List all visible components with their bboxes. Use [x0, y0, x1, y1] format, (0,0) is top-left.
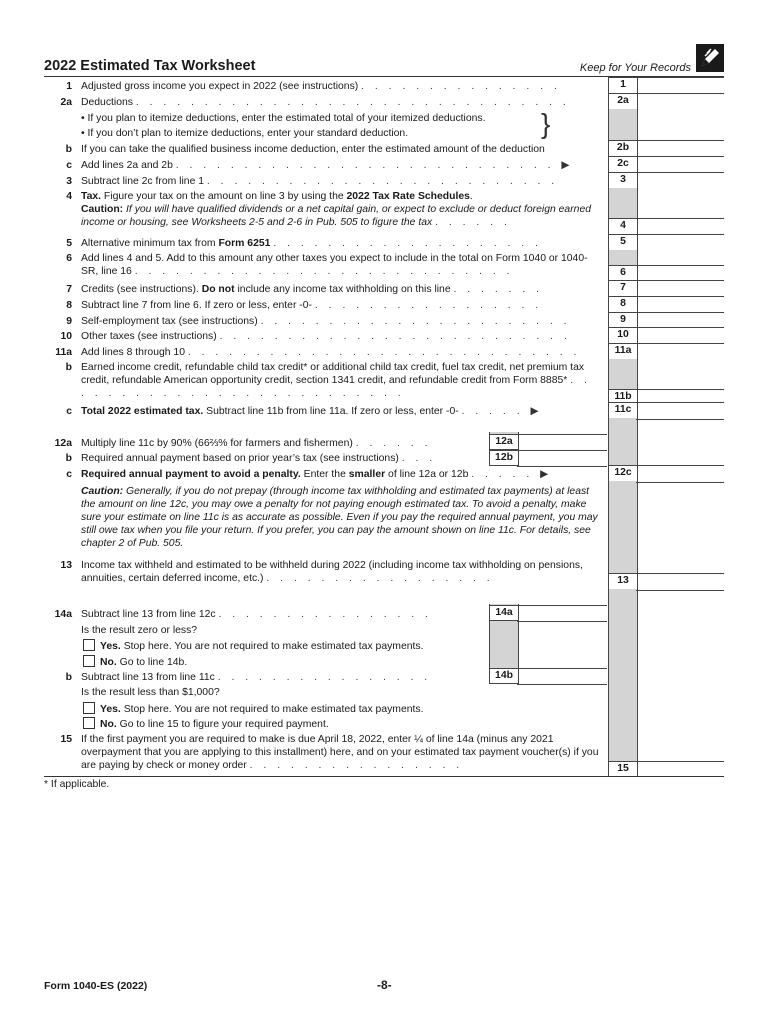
bullet-text: • If you plan to itemize deductions, enter the estimated total of your itemized deductions. — [81, 113, 486, 124]
line-text: Add lines 8 through 10 — [81, 347, 185, 358]
line-number: 9 — [66, 316, 72, 327]
box-label: 15 — [608, 761, 638, 777]
amount-field-7[interactable] — [636, 280, 724, 297]
box-label: 12b — [489, 450, 519, 466]
option-text: Stop here. You are not required to make estimated tax payments. — [120, 704, 424, 715]
line-number: 1 — [66, 81, 72, 92]
box-label: 12a — [489, 434, 519, 450]
line-text: Income tax withheld and estimated to be withheld during 2022 (including income tax withholding on pensions, annuities, certain deferred income, etc.) — [81, 560, 583, 584]
line-text: Enter the — [300, 469, 349, 480]
worksheet-header — [44, 58, 724, 76]
amount-field-10[interactable] — [636, 327, 724, 344]
box-label: 14b — [489, 668, 519, 684]
line-number: 8 — [66, 300, 72, 311]
box-label: 2b — [608, 140, 638, 156]
amount-field-11a[interactable] — [636, 343, 724, 360]
option-label: No. — [100, 719, 117, 730]
line-number: c — [66, 469, 72, 480]
box-label: 12c — [608, 465, 638, 481]
caution-label: Caution: — [81, 204, 124, 215]
line-number: b — [65, 453, 72, 464]
line-text-bold: 2022 Tax Rate Schedules — [346, 191, 470, 202]
option-label: Yes. — [100, 641, 121, 652]
line-text: Earned income credit, refundable child tax credit* or additional child tax credit, fuel tax credit, net premium tax credit, refundable American opportunity credit, section 1341 credit, and refundable credit from Form 8885* — [81, 362, 585, 386]
box-label: 8 — [608, 296, 638, 312]
line-number: 6 — [66, 253, 72, 264]
pencil-icon — [696, 44, 724, 72]
line-text: If you can take the qualified business income deduction, enter the estimated amount of the deduction — [81, 144, 545, 155]
line-number: b — [65, 144, 72, 155]
line-number: 15 — [60, 734, 72, 745]
line-number: 13 — [60, 560, 72, 571]
box-label: 2c — [608, 156, 638, 172]
caution-label: Caution: — [81, 486, 124, 497]
box-label: 6 — [608, 265, 638, 281]
line-number: 11a — [55, 347, 72, 358]
line-text: of line 12a or 12b — [385, 469, 469, 480]
caution-text: Generally, if you do not prepay (through income tax withholding and estimated tax payments) at least the amount on line 12c, you may owe a penalty for not paying enough estimated tax. To avoid a penalty, make sure your estimate on line 11c is as accurate as possible. Even if you pay the required annual payment, you may still owe tax when you file your return. If you prefer, you can pay the amount shown on line 11c. For details, see chapter 2 of Pub. 505. — [81, 486, 598, 549]
amount-field-5[interactable] — [636, 234, 724, 251]
line-text: Add lines 2a and 2b — [81, 160, 173, 171]
line-text: . — [469, 191, 473, 202]
line-text: Credits (see instructions). — [81, 284, 202, 295]
amount-field-1[interactable] — [636, 77, 724, 94]
no-checkbox[interactable] — [83, 717, 95, 729]
amount-field-4[interactable] — [636, 218, 724, 235]
box-label: 11b — [608, 389, 638, 405]
line-text-bold: Required annual payment to avoid a penalty. — [81, 469, 301, 480]
line-number: 12a — [54, 438, 72, 449]
amount-field-8[interactable] — [636, 296, 724, 313]
yes-checkbox[interactable] — [83, 702, 95, 714]
page-title: 2022 Estimated Tax Worksheet — [44, 58, 256, 74]
line-text-bold: Form 6251 — [218, 238, 271, 249]
box-label: 1 — [608, 77, 638, 93]
line-text: If the first payment you are required to make is due April 18, 2022, enter ¼ of line 14a (minus any 2021 overpayment that you are applying to this installment) here, and on your estimated tax payment voucher(s) if you are paying by check or money order — [81, 734, 599, 771]
line-number: c — [66, 160, 72, 171]
line-text: Subtract line 13 from line 11c — [81, 672, 215, 683]
box-label: 2a — [608, 93, 638, 109]
box-label: 3 — [608, 172, 638, 188]
amount-field-12a[interactable] — [517, 434, 607, 451]
box-label: 4 — [608, 218, 638, 234]
line-number: 3 — [66, 176, 72, 187]
line-text-bold: Do not — [201, 284, 235, 295]
line-number: c — [66, 406, 72, 417]
line-text: Subtract line 2c from line 1 — [81, 176, 205, 187]
line-text-bold: Total 2022 estimated tax. — [81, 406, 204, 417]
brace-icon: } — [541, 108, 551, 139]
line-number: b — [65, 362, 72, 373]
keep-records-note: Keep for Your Records — [579, 62, 691, 74]
box-label: 9 — [608, 312, 638, 328]
option-text: Stop here. You are not required to make estimated tax payments. — [120, 641, 424, 652]
box-label: 11c — [608, 402, 638, 418]
amount-field-2b[interactable] — [636, 140, 724, 157]
line-text-bold: smaller — [348, 469, 386, 480]
line-text: Alternative minimum tax from — [81, 238, 219, 249]
no-checkbox[interactable] — [83, 655, 95, 667]
line-number: 4 — [66, 191, 72, 202]
bottom-rule — [44, 776, 724, 777]
yes-checkbox[interactable] — [83, 639, 95, 651]
box-label: 14a — [489, 605, 519, 621]
line-text: Add lines 4 and 5. Add to this amount any other taxes you expect to include in the total on Form 1040 or 1040-SR, line 16 — [81, 253, 588, 277]
option-label: Yes. — [100, 704, 121, 715]
option-text: Go to line 15 to figure your required payment. — [116, 719, 329, 730]
question-text: Is the result less than $1,000? — [81, 687, 220, 698]
line-text: Deductions — [81, 97, 133, 108]
amount-field-12c[interactable] — [636, 465, 724, 483]
caution-text: If you will have qualified dividends or a net capital gain, or expect to exclude or deduct foreign earned income or housing, see Worksheets 2-5 and 2-6 in Pub. 505 to figure the tax — [81, 204, 592, 228]
line-text: include any income tax withholding on this line — [234, 284, 451, 295]
line-text: Subtract line 7 from line 6. If zero or less, enter -0- — [81, 300, 312, 311]
amount-field-3[interactable] — [636, 172, 724, 189]
line-number: 14a — [54, 609, 72, 620]
form-footer: Form 1040-ES (2022) — [44, 980, 148, 992]
amount-field-12b[interactable] — [517, 450, 607, 467]
line-number: 5 — [66, 238, 72, 249]
line-text: Other taxes (see instructions) — [81, 331, 217, 342]
amount-field-2a[interactable] — [636, 93, 724, 110]
amount-field-2c[interactable] — [636, 156, 724, 173]
line-text: Subtract line 13 from line 12c — [81, 609, 216, 620]
footnote-text: * If applicable. — [44, 779, 110, 790]
option-label: No. — [100, 657, 117, 668]
box-label: 7 — [608, 280, 638, 296]
box-label: 5 — [608, 234, 638, 250]
line-number: 2a — [60, 97, 72, 108]
line-text: Subtract line 11b from line 11a. If zero or less, enter -0- — [203, 406, 459, 417]
line-number: b — [65, 672, 72, 683]
box-label: 10 — [608, 327, 638, 343]
box-label: 13 — [608, 573, 638, 589]
line-number: 10 — [60, 331, 72, 342]
box-label: 11a — [608, 343, 638, 359]
amount-field-14a[interactable] — [517, 605, 607, 622]
line-text: Multiply line 11c by 90% (66⅔% for farmers and fishermen) — [81, 438, 353, 449]
page-number: -8- — [377, 978, 392, 992]
question-text: Is the result zero or less? — [81, 625, 198, 636]
line-text: Figure your tax on the amount on line 3 by using the — [101, 191, 347, 202]
amount-field-13[interactable] — [636, 573, 724, 591]
amount-field-14b[interactable] — [517, 668, 607, 685]
line-number: 7 — [66, 284, 72, 295]
line-text-bold: Tax. — [81, 191, 102, 202]
line-text: Self-employment tax (see instructions) — [81, 316, 258, 327]
line-text: Required annual payment based on prior year’s tax (see instructions) — [81, 453, 399, 464]
line-text: Adjusted gross income you expect in 2022 (see instructions) — [81, 81, 359, 92]
amount-field-11c[interactable] — [636, 402, 724, 420]
option-text: Go to line 14b. — [116, 657, 188, 668]
bullet-text: • If you don’t plan to itemize deductions, enter your standard deduction. — [81, 128, 409, 139]
